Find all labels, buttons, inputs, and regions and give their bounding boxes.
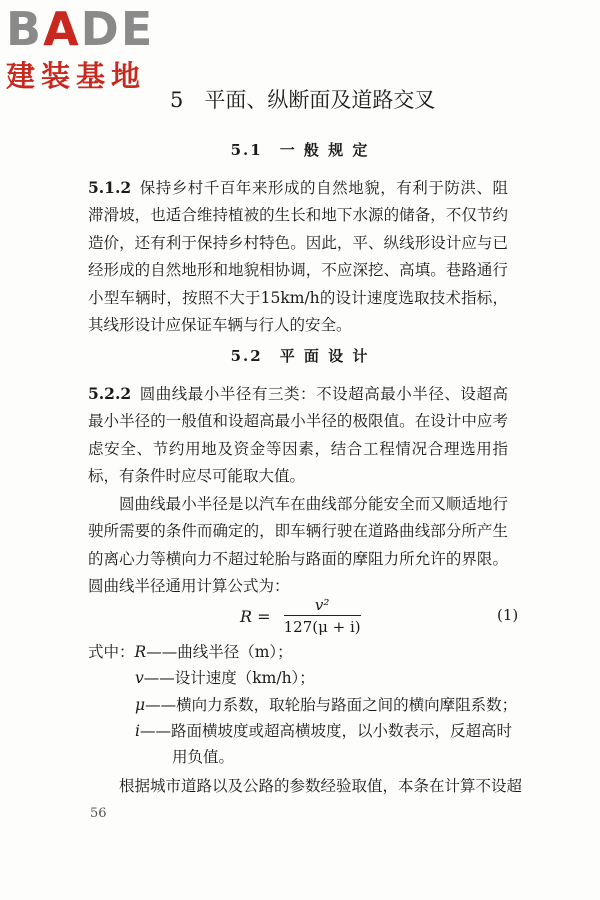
logo-wordmark: BADE — [6, 2, 155, 56]
variable-symbol: μ — [135, 696, 146, 714]
variable-symbol: R — [134, 643, 147, 661]
logo-subtitle: 建装基地 — [6, 59, 147, 93]
clause-number: 5.2.2 — [88, 384, 132, 403]
clause-number: 5.1.2 — [88, 178, 132, 197]
variable-desc: ——曲线半径（m）； — [146, 643, 293, 661]
variable-symbol: i — [135, 722, 140, 740]
variable-v — [135, 666, 315, 688]
section-heading-5-2: 5.2 平 面 设 计 — [230, 347, 370, 365]
formula-lhs: R = — [240, 606, 271, 626]
variable-symbol: v — [135, 669, 144, 687]
variable-desc: ——路面横坡度或超高横坡度，以小数表示，反超高时 — [139, 722, 512, 740]
equation-number: (1) — [497, 606, 519, 624]
section-heading-5-1: 5.1 一 般 规 定 — [230, 141, 370, 159]
page-number: 56 — [90, 806, 107, 821]
clause-5-2-2 — [88, 380, 508, 491]
variables-intro: 式中： — [88, 643, 135, 661]
clause-5-2-2-paragraph-2: 圆曲线最小半径是以汽车在曲线部分能安全而又顺适地行驶所需要的条件而确定的，即车辆行驶在道路曲线部分所产生的离心力等横向力不超过轮胎与路面的摩阻力所允许的界限。圆曲线半径通用计算公式为： — [88, 495, 508, 596]
variable-i — [135, 719, 512, 741]
chapter-title: 5 平面、纵断面及道路交叉 — [170, 88, 436, 112]
brand-logo — [6, 4, 176, 94]
variable-desc: ——横向力系数，取轮胎与路面之间的横向摩阻系数； — [145, 696, 518, 714]
clause-5-1-2 — [88, 174, 508, 339]
formula-numerator: v² — [284, 596, 361, 616]
variable-mu — [135, 693, 517, 715]
formula-denominator: 127(μ + i) — [283, 618, 361, 636]
formula — [240, 596, 361, 636]
formula-fraction — [284, 596, 361, 636]
variable-continuation: 用负值。 — [172, 748, 235, 766]
clause-text: 保持乡村千百年来形成的自然地貌，有利于防洪、阻滞滑坡，也适合维持植被的生长和地下水源的储备，不仅节约造价，还有利于保持乡村特色。因此，平、纵线形设计应与已经形成的自然地形和地貌相协调，不应深挖、高填。巷路通行小型车辆时，按照不大于15km/h的设计速度选取技术指标，其线形设计应保证车辆与行人的安全。 — [88, 179, 508, 335]
variable-R — [88, 640, 293, 662]
variable-desc: ——设计速度（km/h）； — [143, 669, 315, 687]
closing-paragraph: 根据城市道路以及公路的参数经验取值，本条在计算不设超 — [119, 777, 523, 795]
clause-text: 圆曲线最小半径有三类：不设超高最小半径、设超高最小半径的一般值和设超高最小半径的极限值。在设计中应考虑安全、节约用地及资金等因素，结合工程情况合理选用指标，有条件时应尽可能取大值。 — [88, 385, 508, 486]
